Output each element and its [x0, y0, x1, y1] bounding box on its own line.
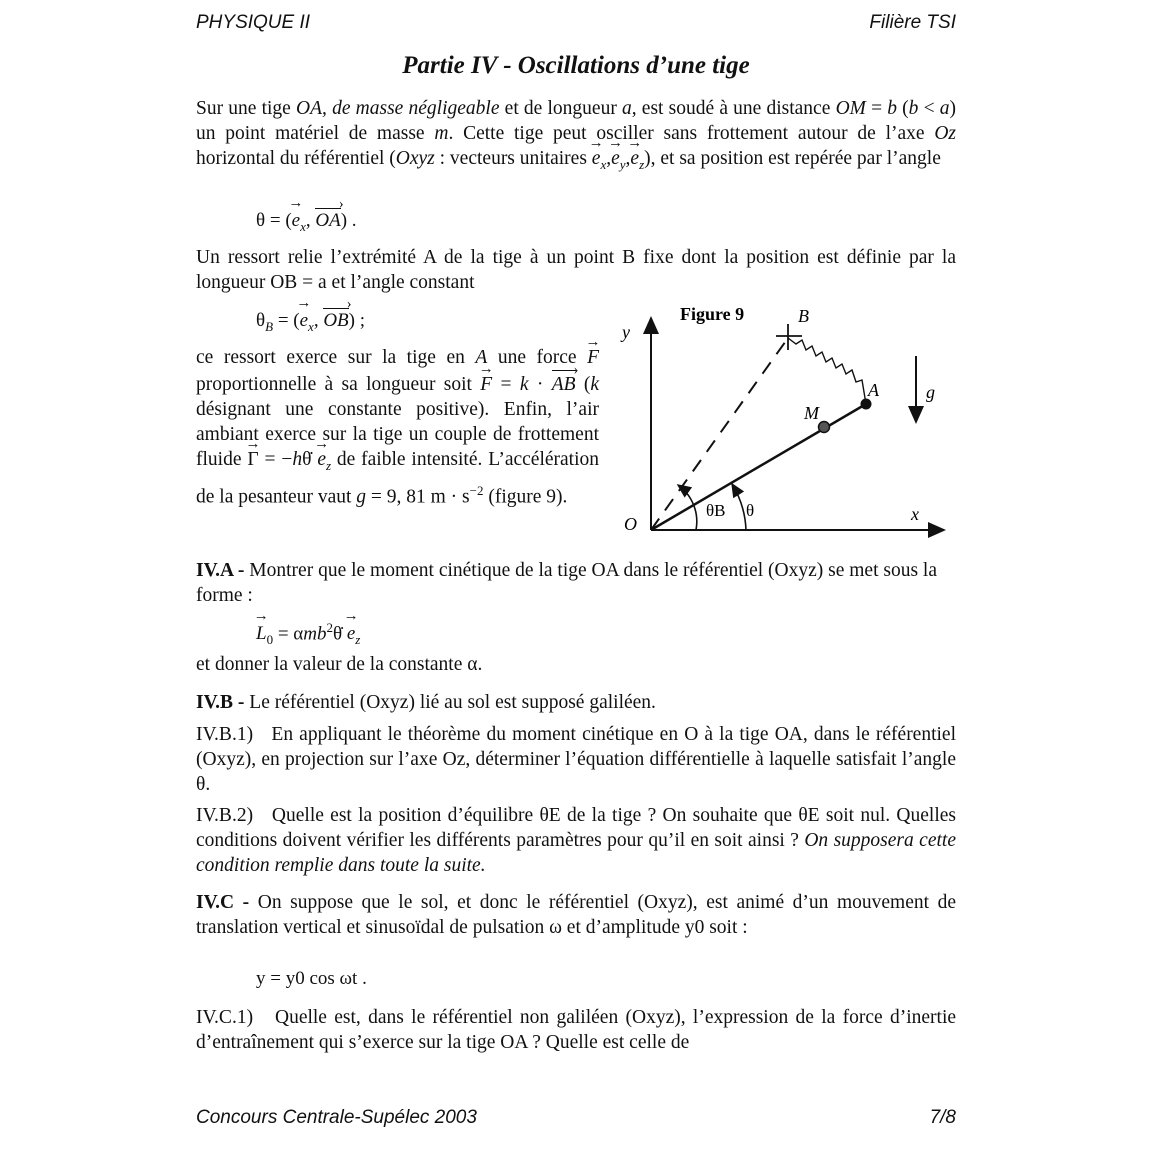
page-footer — [196, 1107, 956, 1129]
footer-left: Concours Centrale-Supélec 2003 — [196, 1107, 477, 1128]
header-left: PHYSIQUE II — [196, 12, 311, 33]
equation-translation: y = y0 cos ωt . — [256, 968, 367, 989]
section-title: Partie IV - Oscillations d’une tige — [402, 52, 750, 79]
label-x: x — [911, 504, 919, 524]
paragraph-force: ce ressort exerce sur la tige en A une force → F proportionnelle à sa longueur soit → F = k · AB › (k désignant une constante positive). Enfin, l’air ambiant exerce sur la tige un couple de frottement fluide → Γ = −hθ̇ → $e_z$ de faible intensité. L’accélération de la pesanteur vaut g = 9, 81 $m \cdot s^{-2}$ (figure 9). — [196, 345, 599, 509]
theta-arc — [732, 484, 746, 530]
point-m — [819, 422, 830, 433]
label-a: A — [868, 380, 879, 400]
label-y: y — [622, 322, 630, 342]
page-number: 7/8 — [929, 1107, 956, 1128]
header-right: Filière TSI — [869, 12, 956, 33]
label-b: B — [798, 306, 809, 326]
figure-9 — [616, 298, 956, 544]
page-header — [196, 12, 956, 34]
equation-thetaB: $\theta_B$ = (→ $e_x$, OB ›) ; — [256, 308, 365, 335]
label-theta: θ — [746, 501, 755, 520]
point-a — [861, 399, 872, 410]
question-iv-a: IV.A - Montrer que le moment cinétique de la tige OA dans le référentiel (Oxyz) se met sous la forme : — [196, 560, 937, 606]
question-iv-b-2: IV.B.2) Quelle est la position d’équilibre θE de la tige ? On souhaite que θE soit nul. Quelles conditions doivent vérifier les différents paramètres pour qu’il en soit ainsi ? On supposera cette condition remplie dans toute la suite. — [196, 805, 956, 876]
iv-a-constant-text: et donner la valeur de la constante α. — [196, 654, 483, 675]
rod-oa — [651, 404, 866, 530]
label-m: M — [804, 403, 819, 423]
equation-theta: θ = (→ $e_x$, OA ›) . — [256, 208, 357, 235]
question-iv-c: IV.C - On suppose que le sol, et donc le référentiel (Oxyz), est animé d’un mouvement de translation vertical et sinusoïdal de pulsation ω et d’amplitude y0 soit : — [196, 892, 957, 938]
intro-paragraph: Sur une tige OA, de masse négligeable et de longueur a, est soudé à une distance OM = b (b < a) un point matériel de masse m. Cette tige peut osciller sans frottement autour de l’axe Oz horizontal du référentiel (Oxyz : vecteurs unitaires → $e_x,\to e_y,\to e_z$), et sa position est repérée par l’angle — [196, 96, 956, 177]
label-thetaB: θB — [706, 501, 726, 520]
spring — [788, 338, 866, 404]
equation-angular-momentum: → $L_0$ = αmb$^2$θ̇ → $e_z$ — [256, 620, 360, 648]
label-o: O — [624, 514, 637, 534]
question-iv-c-1: IV.C.1) Quelle est, dans le référentiel non galiléen (Oxyz), l’expression de la force d’inertie d’entraînement qui s’exerce sur la tige OA ? Quelle est celle de — [196, 1007, 957, 1053]
label-g: g — [926, 382, 935, 402]
question-iv-b-1: IV.B.1) En appliquant le théorème du moment cinétique en O à la tige OA, dans le référentiel (Oxyz), en projection sur l’axe Oz, déterminer l’équation différentielle à laquelle satisfait l’angle θ. — [196, 724, 956, 795]
page — [196, 0, 956, 1152]
question-iv-b: IV.B - Le référentiel (Oxyz) lié au sol est supposé galiléen. — [196, 692, 656, 713]
paragraph-spring: Un ressort relie l’extrémité A de la tige à un point B fixe dont la position est définie par la longueur OB = a et l’angle constant — [196, 247, 956, 293]
figure-title: Figure 9 — [680, 304, 745, 324]
